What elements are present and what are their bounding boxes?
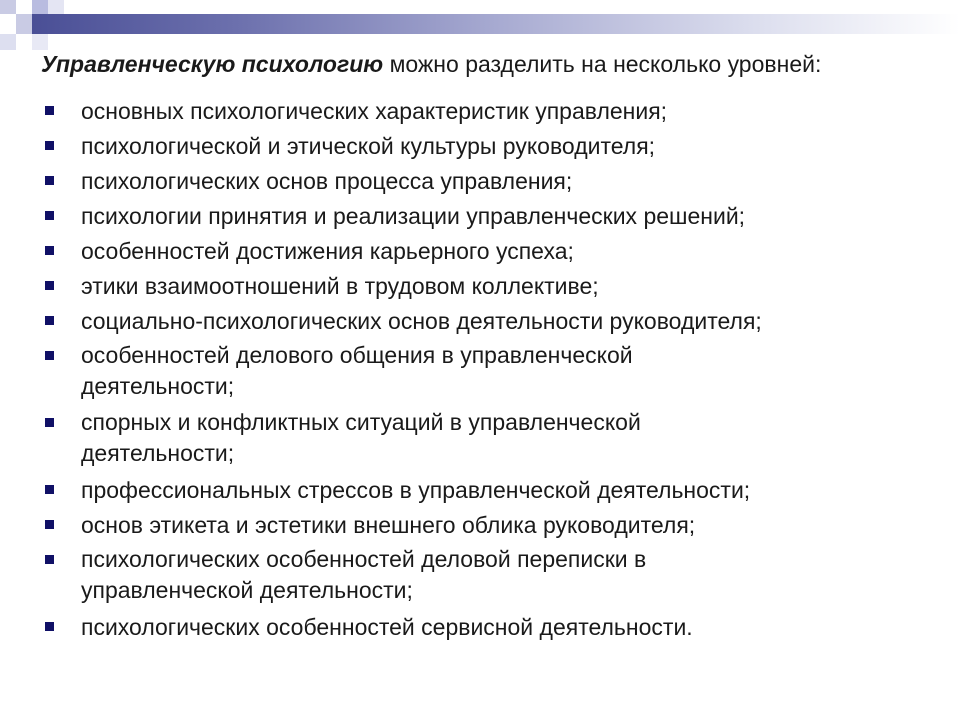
header-decor-square (0, 14, 16, 34)
intro-sentence (41, 50, 951, 78)
square-bullet-icon (45, 211, 54, 220)
intro-rest: можно разделить на несколько уровней: (383, 51, 822, 77)
list-item (44, 305, 944, 338)
square-bullet-icon (45, 141, 54, 150)
list-item-text: основ этикета и эстетики внешнего облика руководителя; (81, 512, 696, 538)
list-item (44, 165, 944, 198)
square-bullet-icon (45, 520, 54, 529)
intro-emphasis: Управленческую психологию (41, 51, 384, 77)
list-item (44, 200, 944, 233)
list-item (44, 130, 944, 163)
square-bullet-icon (45, 316, 54, 325)
list-item-text: этики взаимоотношений в трудовом коллективе; (81, 273, 599, 299)
header-decor-square (32, 34, 48, 50)
header-decor-square (0, 0, 16, 14)
list-item-text: спорных и конфликтных ситуаций в управленческой деятельности; (81, 409, 641, 466)
list-item (44, 509, 944, 542)
list-item (44, 270, 944, 303)
header-decor-square (48, 0, 64, 14)
list-item-text: психологических основ процесса управления; (81, 168, 573, 194)
square-bullet-icon (45, 106, 54, 115)
square-bullet-icon (45, 485, 54, 494)
header-decor-square (16, 0, 32, 14)
square-bullet-icon (45, 351, 54, 360)
square-bullet-icon (45, 622, 54, 631)
list-item-text: социально-психологических основ деятельности руководителя; (81, 308, 762, 334)
list-item-text: особенностей делового общения в управленческой деятельности; (81, 342, 633, 399)
square-bullet-icon (45, 246, 54, 255)
list-item-text: психологической и этической культуры руководителя; (81, 133, 656, 159)
levels-list (44, 95, 944, 646)
list-item-text: психологических особенностей деловой переписки в управленческой деятельности; (81, 546, 647, 603)
list-item (44, 95, 944, 128)
header-decor-square (16, 14, 32, 34)
square-bullet-icon (45, 281, 54, 290)
list-item (44, 611, 944, 644)
list-item (44, 474, 944, 507)
list-item (44, 235, 944, 268)
header-decor-square (16, 34, 32, 50)
list-item-text: профессиональных стрессов в управленческой деятельности; (81, 477, 751, 503)
list-item (44, 340, 721, 402)
list-item-text: основных психологических характеристик управления; (81, 98, 668, 124)
list-item-text: психологии принятия и реализации управленческих решений; (81, 203, 746, 229)
list-item (44, 544, 761, 606)
square-bullet-icon (45, 418, 54, 427)
list-item-text: психологических особенностей сервисной деятельности. (81, 614, 693, 640)
square-bullet-icon (45, 176, 54, 185)
list-item-text: особенностей достижения карьерного успеха; (81, 238, 574, 264)
header-gradient-band (32, 14, 960, 34)
list-item (44, 407, 771, 469)
header-decor-square (32, 0, 48, 14)
header-decor-square (0, 34, 16, 50)
square-bullet-icon (45, 555, 54, 564)
